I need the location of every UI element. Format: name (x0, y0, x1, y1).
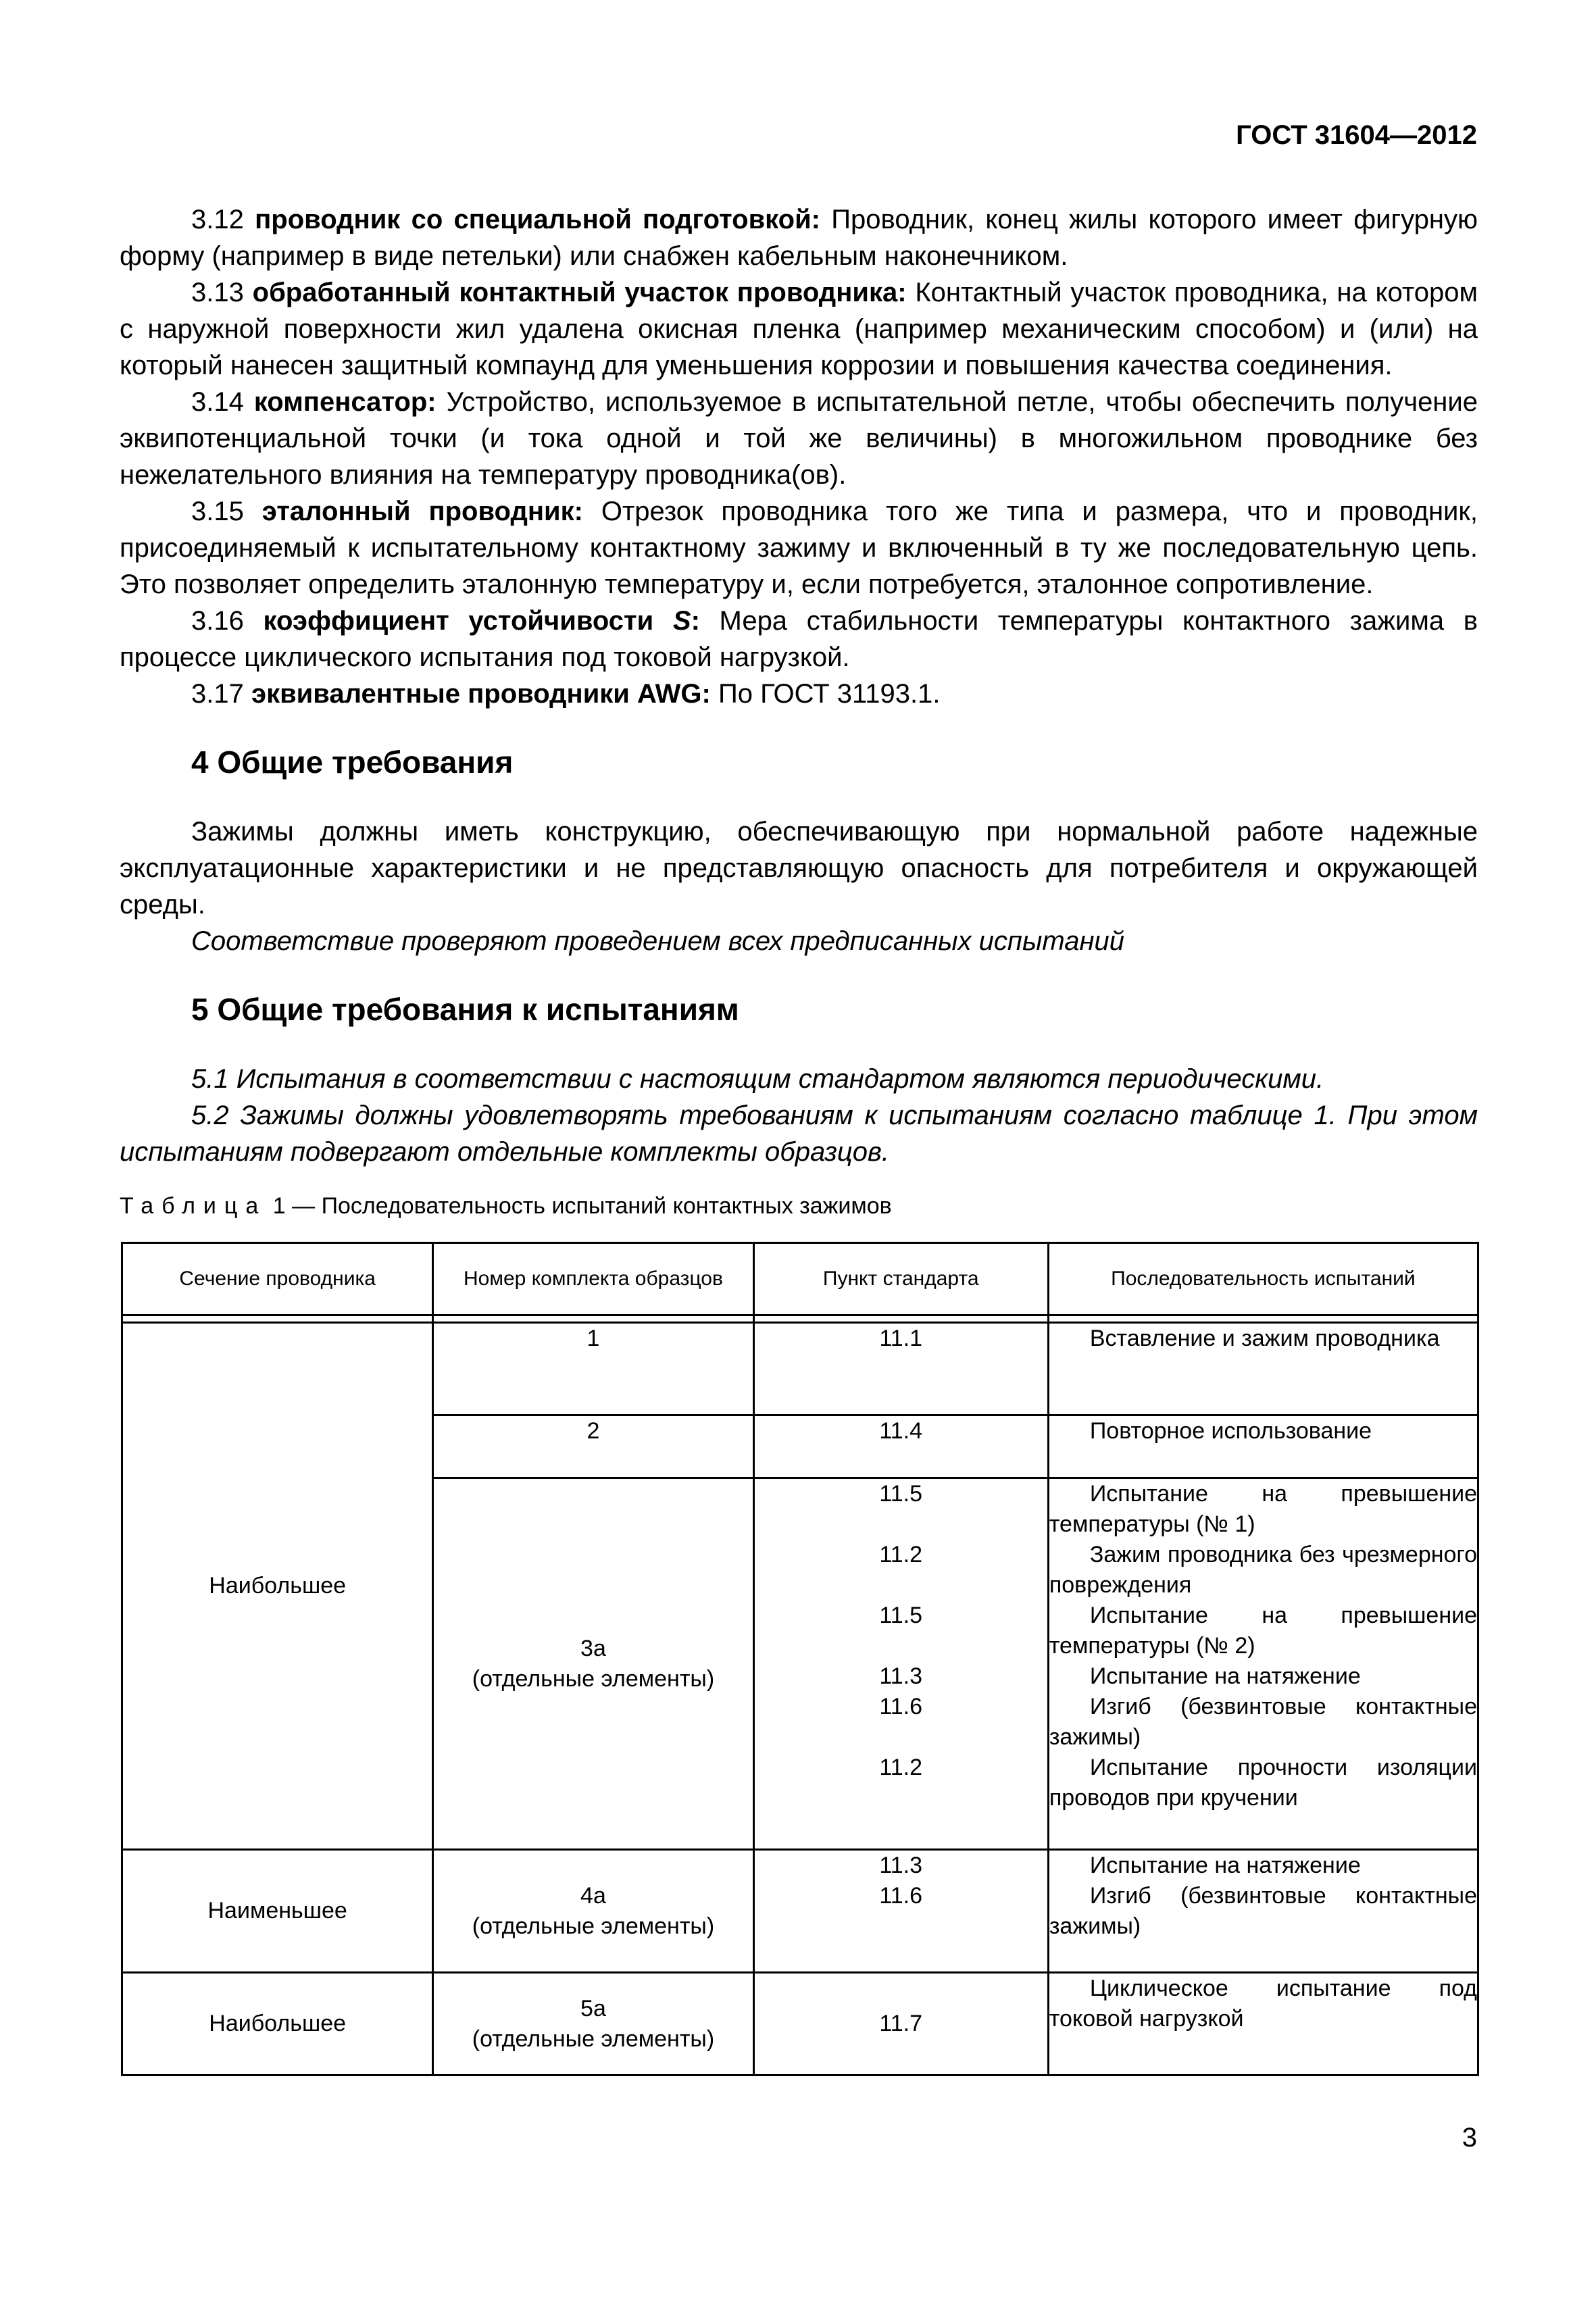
cell-tests: Вставление и зажим проводника (1048, 1323, 1478, 1415)
cell-section: Наименьшее (122, 1850, 433, 1973)
section-4-title: 4 Общие требования (191, 745, 514, 780)
cell-clause: 11.3 11.6 (753, 1850, 1048, 1973)
definition-3-15: 3.15 эталонный проводник: Отрезок проводника того же типа и размера, что и проводник, присоединяемый к испытательному контактному зажиму и включенный в ту же последовательную цепь. Это позволяет определить эталонную температуру и, если потребуется, эталонное сопротивление. (120, 497, 1478, 599)
cell-section: Наибольшее (122, 1973, 433, 2076)
definition-3-12: 3.12 проводник со специальной подготовкой: Проводник, конец жилы которого имеет фигурную форму (например в виде петельки) или снабжен кабельным наконечником. (120, 205, 1478, 271)
section-4-compliance: Соответствие проверяют проведением всех предписанных испытаний (191, 926, 1124, 956)
table-caption: Таблица 1 — Последовательность испытаний контактных зажимов (120, 1193, 892, 1219)
definition-3-13: 3.13 обработанный контактный участок проводника: Контактный участок проводника, на котором с наружной поверхности жил удалена окисная пленка (например механическим способом) и (или) на который нанесен защитный компаунд для уменьшения коррозии и повышения качества соединения. (120, 278, 1478, 380)
clause-5-2: 5.2 Зажимы должны удовлетворять требованиям к испытаниям согласно таблице 1. При этом испытаниям подвергают отдельные комплекты образцов. (120, 1101, 1478, 1167)
cell-clause: 11.7 (753, 1973, 1048, 2076)
test-sequence-table (121, 1242, 1479, 2076)
table-row (122, 1973, 1478, 2076)
cell-set: 3а (отдельные элементы) (433, 1478, 753, 1850)
cell-set: 4а (отдельные элементы) (433, 1850, 753, 1973)
table-header-row (122, 1243, 1478, 1315)
section-5-title: 5 Общие требования к испытаниям (191, 992, 739, 1027)
header-sequence: Последовательность испытаний (1048, 1243, 1478, 1315)
cell-set: 2 (433, 1415, 753, 1478)
cell-set: 5а (отдельные элементы) (433, 1973, 753, 2076)
cell-clause: 11.5 11.2 11.5 11.3 11.6 11.2 (753, 1478, 1048, 1850)
header-section: Сечение проводника (122, 1243, 433, 1315)
definition-3-16: 3.16 коэффициент устойчивости S: Мера стабильности температуры контактного зажима в процессе циклического испытания под токовой нагрузкой. (120, 606, 1478, 672)
definition-3-17: 3.17 эквивалентные проводники AWG: По ГОСТ 31193.1. (191, 679, 941, 709)
cell-tests: Циклическое испытание под токовой нагрузкой (1048, 1973, 1478, 2076)
document-code: ГОСТ 31604—2012 (1236, 120, 1477, 150)
definition-3-14: 3.14 компенсатор: Устройство, используемое в испытательной петле, чтобы обеспечить получение эквипотенциальной точки (и тока одной и той же величины) в многожильном проводнике без нежелательного влияния на температуру проводника(ов). (120, 387, 1478, 490)
table-row (122, 1323, 1478, 1415)
header-set-number: Номер комплекта образцов (433, 1243, 753, 1315)
cell-set: 1 (433, 1323, 753, 1415)
header-clause: Пункт стандарта (753, 1243, 1048, 1315)
table-row (122, 1850, 1478, 1973)
cell-clause: 11.4 (753, 1415, 1048, 1478)
cell-section: Наибольшее (122, 1323, 433, 1850)
page-number: 3 (1462, 2123, 1477, 2153)
cell-clause: 11.1 (753, 1323, 1048, 1415)
page-body (120, 201, 1478, 1170)
cell-tests: Испытание на натяжение Изгиб (безвинтовые контактные зажимы) (1048, 1850, 1478, 1973)
cell-tests: Повторное использование (1048, 1415, 1478, 1478)
section-4-text: Зажимы должны иметь конструкцию, обеспечивающую при нормальной работе надежные эксплуатационные характеристики и не представляющую опасность для потребителя и окружающей среды. (120, 817, 1478, 920)
clause-5-1: 5.1 Испытания в соответствии с настоящим стандартом являются периодическими. (191, 1064, 1324, 1094)
cell-tests: Испытание на превышение температуры (№ 1) Зажим проводника без чрезмерного повреждения Испытание на превышение температуры (№ 2) Испытание на натяжение Изгиб (безвинтовые контактные зажимы) Испытание прочности изоляции проводов при кручении (1048, 1478, 1478, 1850)
